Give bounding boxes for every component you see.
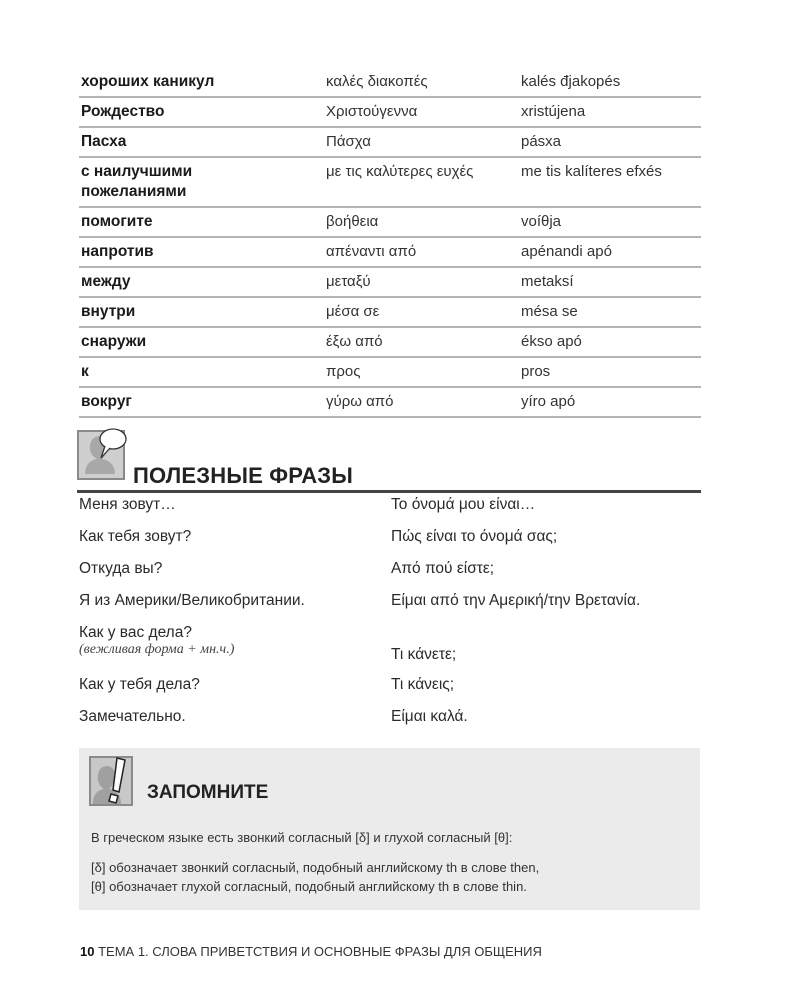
running-title: ТЕМА 1. СЛОВА ПРИВЕТСТВИЯ И ОСНОВНЫЕ ФРАЗЫ ДЛЯ ОБЩЕНИЯ bbox=[98, 944, 542, 959]
vocab-greek: μέσα σε bbox=[326, 303, 380, 320]
phrase-greek: Τι κάνετε; bbox=[391, 646, 457, 663]
phrase-greek: Τι κάνεις; bbox=[391, 676, 455, 693]
phrase-row bbox=[79, 528, 701, 560]
section-title: ПОЛЕЗНЫЕ ФРАЗЫ bbox=[133, 463, 354, 488]
phrase-row bbox=[79, 676, 701, 708]
remember-line: В греческом языке есть звонкий согласный [δ] и глухой согласный [θ]: bbox=[91, 830, 513, 845]
vocab-greek: Πάσχα bbox=[326, 133, 371, 150]
vocab-row bbox=[79, 208, 701, 238]
phrase-greek: Είμαι από την Αμερική/την Βρετανία. bbox=[391, 592, 641, 609]
phrase-greek: Είμαι καλά. bbox=[391, 708, 468, 725]
phrase-row bbox=[79, 708, 701, 740]
vocab-russian: с наилучшими пожеланиями bbox=[81, 163, 193, 200]
vocab-greek: με τις καλύτερες ευχές bbox=[326, 163, 474, 180]
phrase-russian: Я из Америки/Великобритании. bbox=[79, 592, 305, 609]
page-footer bbox=[80, 944, 542, 959]
vocab-russian: помогите bbox=[81, 213, 153, 230]
vocab-transliteration: apénandi apó bbox=[521, 243, 612, 260]
vocab-russian: к bbox=[81, 363, 89, 380]
phrase-russian: Как у вас дела? bbox=[79, 624, 192, 641]
vocab-row bbox=[79, 358, 701, 388]
phrase-row bbox=[79, 560, 701, 592]
vocab-row bbox=[79, 68, 701, 98]
vocab-russian: вокруг bbox=[81, 393, 132, 410]
vocab-transliteration: mésa se bbox=[521, 303, 578, 320]
vocab-russian: снаружи bbox=[81, 333, 147, 350]
phrase-greek: Πώς είναι το όνομά σας; bbox=[391, 528, 558, 545]
grammar-note: (вежливая форма + мн.ч.) bbox=[79, 642, 235, 657]
remember-box bbox=[79, 748, 700, 910]
vocab-transliteration: metaksí bbox=[521, 273, 574, 290]
vocab-russian: Пасха bbox=[81, 133, 127, 150]
vocab-row bbox=[79, 268, 701, 298]
vocab-russian: внутри bbox=[81, 303, 136, 320]
useful-phrases-header bbox=[77, 430, 701, 493]
phrase-russian: Замечательно. bbox=[79, 708, 186, 725]
vocab-russian: Рождество bbox=[81, 103, 165, 120]
vocab-row bbox=[79, 328, 701, 358]
phrase-russian: Как у тебя дела? bbox=[79, 676, 200, 693]
vocab-transliteration: voíθja bbox=[521, 213, 562, 230]
vocab-greek: έξω από bbox=[326, 333, 383, 350]
vocab-transliteration: kalés đjakopés bbox=[521, 73, 621, 90]
vocabulary-table bbox=[79, 68, 701, 418]
vocab-row bbox=[79, 238, 701, 268]
vocab-russian: напротив bbox=[81, 243, 154, 260]
exclamation-person-icon bbox=[89, 756, 133, 806]
vocab-transliteration: pros bbox=[521, 363, 551, 380]
phrase-row bbox=[79, 496, 701, 528]
vocab-transliteration: yíro apó bbox=[521, 393, 576, 410]
vocab-transliteration: me tis kalíteres efxés bbox=[521, 163, 662, 180]
vocab-greek: βοήθεια bbox=[326, 213, 379, 230]
phrase-russian: Как тебя зовут? bbox=[79, 528, 192, 545]
vocab-row bbox=[79, 158, 701, 208]
phrase-row bbox=[79, 624, 701, 676]
vocab-greek: καλές διακοπές bbox=[326, 73, 428, 90]
remember-line: [δ] обозначает звонкий согласный, подобный английскому th в слове then, bbox=[91, 860, 540, 875]
vocab-greek: απέναντι από bbox=[326, 243, 417, 260]
phrases-list bbox=[79, 496, 701, 740]
phrase-russian: Меня зовут… bbox=[79, 496, 176, 513]
phrase-greek: Το όνομά μου είναι… bbox=[391, 496, 536, 513]
vocab-row bbox=[79, 128, 701, 158]
vocab-greek: προς bbox=[326, 363, 361, 380]
vocab-transliteration: pásxa bbox=[521, 133, 562, 150]
vocab-russian: между bbox=[81, 273, 131, 290]
vocab-transliteration: ékso apó bbox=[521, 333, 582, 350]
remember-line: [θ] обозначает глухой согласный, подобный английскому th в слове thin. bbox=[91, 879, 527, 894]
vocab-greek: μεταξύ bbox=[326, 273, 371, 290]
vocab-russian: хороших каникул bbox=[81, 73, 215, 90]
vocab-transliteration: xristújena bbox=[521, 103, 586, 120]
vocab-row bbox=[79, 98, 701, 128]
phrase-row bbox=[79, 592, 701, 624]
vocab-row bbox=[79, 388, 701, 418]
vocab-greek: Χριστούγεννα bbox=[326, 103, 418, 120]
remember-title: ЗАПОМНИТЕ bbox=[147, 782, 269, 803]
vocab-greek: γύρω από bbox=[326, 393, 394, 410]
speech-bubble-person-icon bbox=[77, 430, 125, 480]
vocab-row bbox=[79, 298, 701, 328]
page-number: 10 bbox=[80, 944, 95, 959]
phrase-greek: Από πού είστε; bbox=[391, 560, 495, 577]
phrase-russian: Откуда вы? bbox=[79, 560, 163, 577]
